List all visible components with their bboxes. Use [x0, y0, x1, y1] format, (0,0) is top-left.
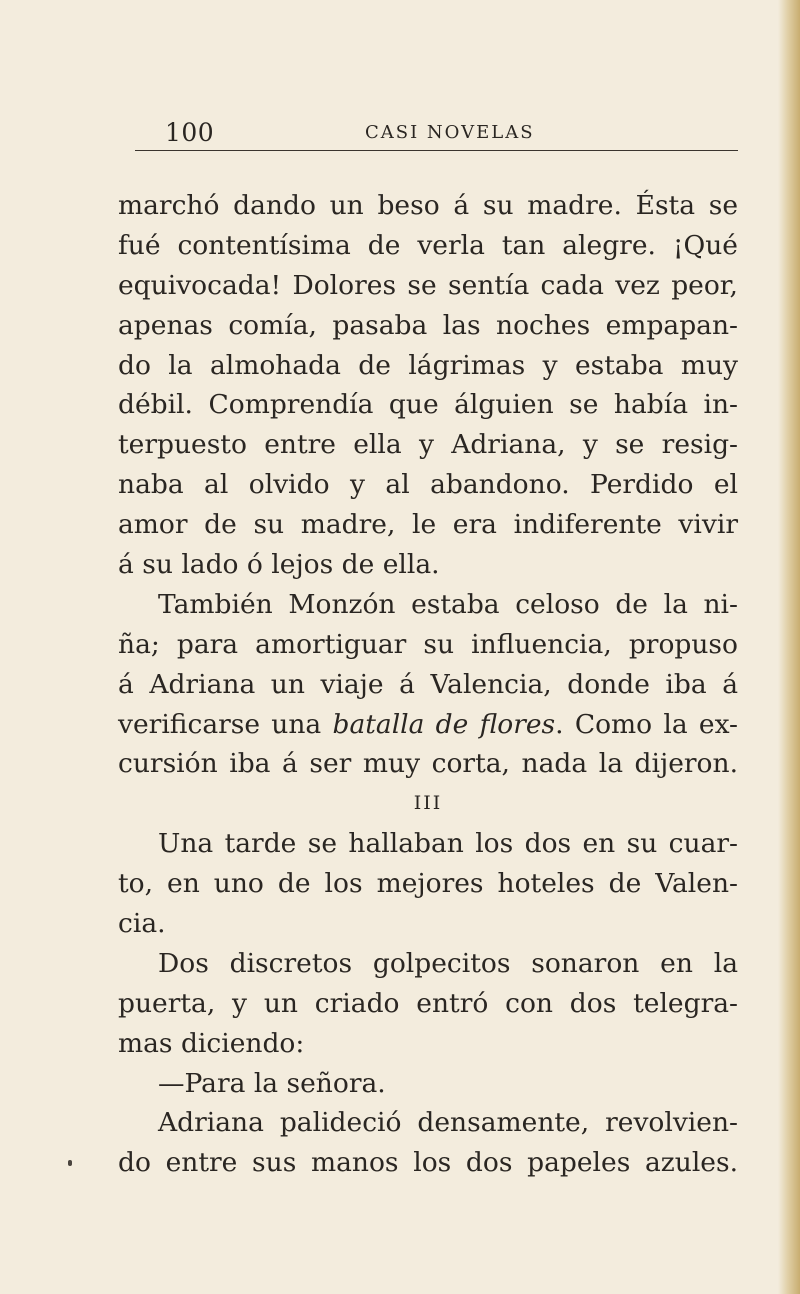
running-head: CASI NOVELAS — [365, 122, 535, 143]
text-line: fué contentísima de verla tan alegre. ¡Qué — [118, 229, 738, 261]
text-line: ña; para amortiguar su influencia, propuso — [118, 628, 738, 660]
text-line: to, en uno de los mejores hoteles de Valen- — [118, 868, 738, 900]
page-header — [135, 118, 740, 152]
text-line: terpuesto entre ella y Adriana, y se resig- — [118, 429, 738, 461]
dialogue-line: —Para la señora. — [158, 1067, 386, 1099]
text-line: amor de su madre, le era indiferente vivir — [118, 509, 738, 541]
text-line: equivocada! Dolores se sentía cada vez peor, — [118, 269, 738, 301]
text-segment: . Como la ex- — [555, 708, 738, 740]
paragraph-start-line: Adriana palideció densamente, revolvien- — [158, 1107, 738, 1139]
text-line: marchó dando un beso á su madre. Ésta se — [118, 190, 738, 221]
paragraph-end-line: á su lado ó lejos de ella. — [118, 549, 440, 581]
paragraph-end-line: cia. — [118, 908, 166, 940]
paragraph-start-line: Una tarde se hallaban los dos en su cuar- — [158, 828, 738, 860]
text-line: puerta, y un criado entró con dos telegra- — [118, 987, 738, 1019]
text-line-with-italic — [118, 705, 738, 745]
text-line: apenas comía, pasaba las noches empapan- — [118, 309, 738, 341]
paragraph-start-line: Dos discretos golpecitos sonaron en la — [158, 947, 738, 979]
ink-speck — [68, 1160, 72, 1166]
italic-phrase: batalla de flores — [332, 708, 556, 740]
page-edge — [778, 0, 800, 1294]
header-rule — [135, 150, 738, 151]
paragraph-start-line: También Monzón estaba celoso de la ni- — [158, 588, 738, 620]
text-line: do la almohada de lágrimas y estaba muy — [118, 349, 738, 381]
page-number: 100 — [165, 118, 215, 147]
body-text — [118, 186, 738, 1183]
text-segment: verificarse una — [118, 708, 333, 740]
text-line: do entre sus manos los dos papeles azules. — [118, 1147, 738, 1179]
text-line: á Adriana un viaje á Valencia, donde iba á — [118, 668, 738, 700]
section-heading: III — [413, 792, 443, 815]
text-line: débil. Comprendía que álguien se había in- — [118, 389, 738, 421]
paragraph-end-line: mas diciendo: — [118, 1027, 305, 1059]
text-line: naba al olvido y al abandono. Perdido el — [118, 469, 738, 501]
text-line: cursión iba á ser muy corta, nada la dijeron. — [118, 748, 738, 780]
